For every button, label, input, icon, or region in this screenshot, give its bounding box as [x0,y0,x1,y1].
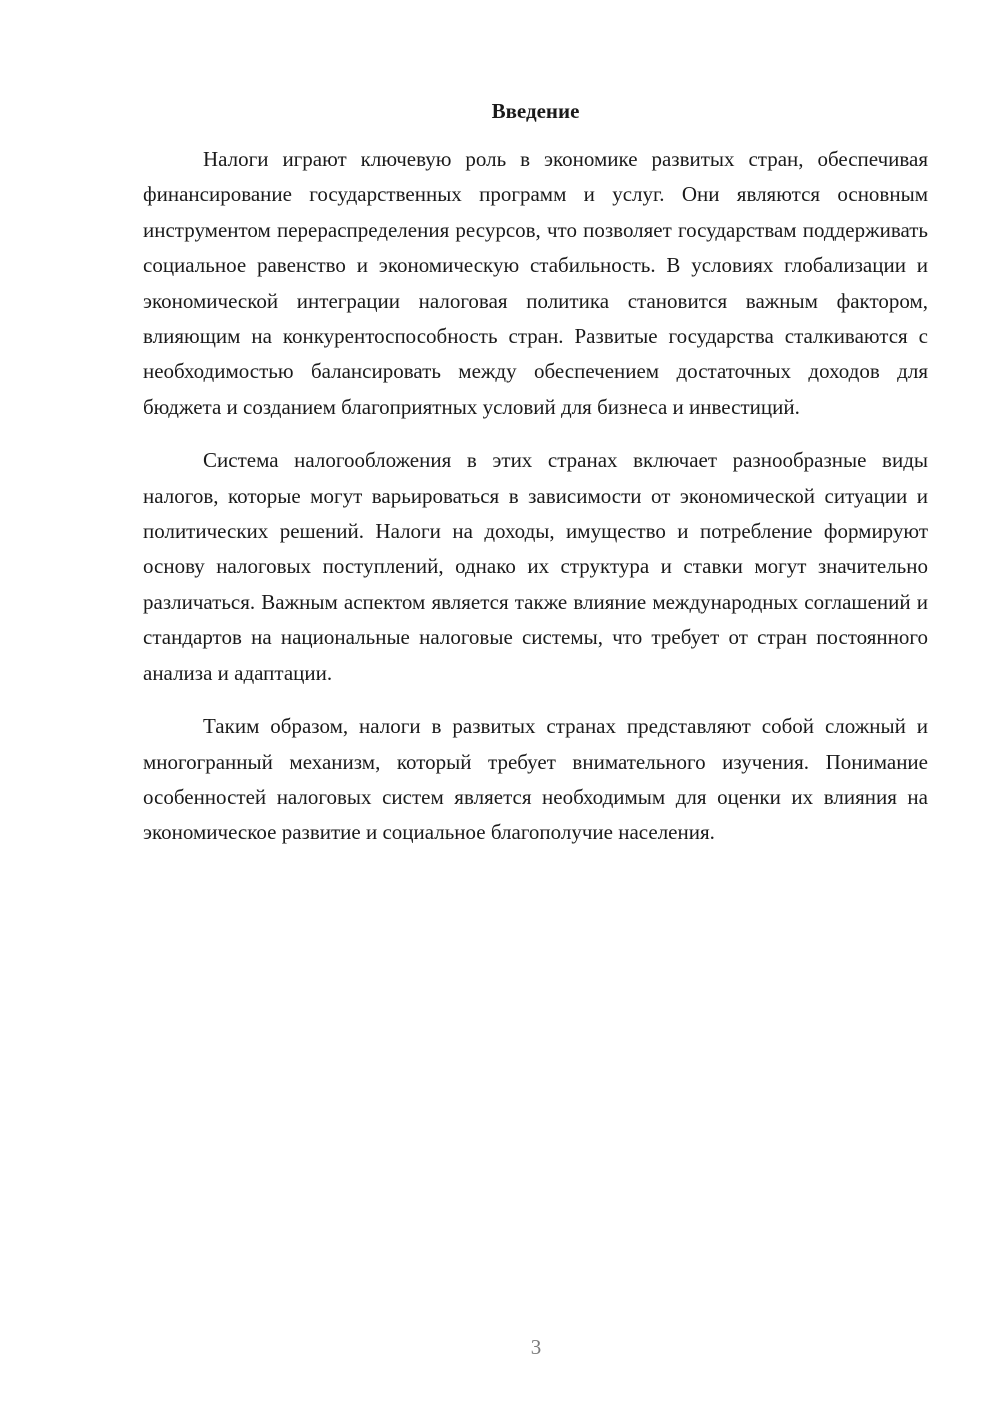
page-number: 3 [530,1335,542,1359]
paragraph-1: Налоги играют ключевую роль в экономике развитых стран, обеспечивая финансирование государственных программ и услуг. Они являются основным инструментом перераспределения ресурсов, что позволяет государствам поддерживать социальное равенство и экономическую стабильность. В условиях глобализации и экономической интеграции налоговая политика становится важным фактором, влияющим на конкурентоспособность стран. Развитые государства сталкиваются с необходимостью балансировать между обеспечением достаточных доходов для бюджета и созданием благоприятных условий для бизнеса и инвестиций. [143,147,928,419]
paragraph-2: Система налогообложения в этих странах включает разнообразные виды налогов, которые могут варьироваться в зависимости от экономической ситуации и политических решений. Налоги на доходы, имущество и потребление формируют основу налоговых поступлений, однако их структура и ставки могут значительно различаться. Важным аспектом является также влияние международных соглашений и стандартов на национальные налоговые системы, что требует от стран постоянного анализа и адаптации. [143,448,928,685]
body-text [143,142,928,869]
paragraph-3: Таким образом, налоги в развитых странах представляют собой сложный и многогранный механизм, который требует внимательного изучения. Понимание особенностей налоговых систем является необходимым для оценки их влияния на экономическое развитие и социальное благополучие населения. [143,714,928,845]
section-heading: Введение [491,99,580,123]
